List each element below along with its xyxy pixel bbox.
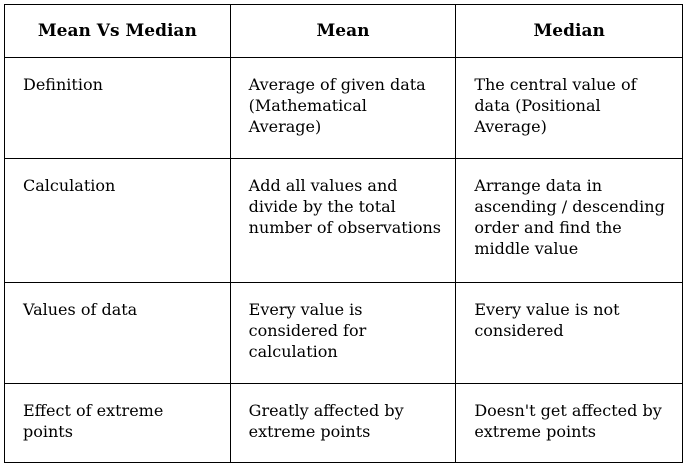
median-text: The central value of data (Positional Average) — [474, 75, 637, 136]
header-cell-median: Median — [456, 5, 683, 58]
mean-cell — [230, 283, 456, 384]
table-row — [5, 58, 683, 159]
comparison-table — [4, 4, 683, 463]
row-label-cell — [5, 384, 231, 463]
row-label-cell — [5, 58, 231, 159]
row-label: Definition — [23, 75, 103, 94]
median-text: Arrange data in ascending / descending order and find the middle value — [474, 176, 665, 258]
mean-text: Every value is considered for calculation — [248, 300, 367, 361]
mean-cell — [230, 159, 456, 283]
mean-text: Average of given data (Mathematical Average) — [248, 75, 426, 136]
median-cell — [456, 58, 683, 159]
row-label-cell — [5, 283, 231, 384]
table-row — [5, 283, 683, 384]
row-label: Calculation — [23, 176, 116, 195]
mean-text: Greatly affected by extreme points — [248, 401, 404, 441]
mean-text: Add all values and divide by the total number of observations — [248, 176, 441, 237]
median-cell — [456, 384, 683, 463]
median-cell — [456, 159, 683, 283]
mean-cell — [230, 58, 456, 159]
median-text: Every value is not considered — [474, 300, 620, 340]
table-row — [5, 159, 683, 283]
mean-cell — [230, 384, 456, 463]
header-cell-mean: Mean — [230, 5, 456, 58]
header-row — [5, 5, 683, 58]
header-cell-topic: Mean Vs Median — [5, 5, 231, 58]
table-row — [5, 384, 683, 463]
row-label: Effect of extreme points — [23, 401, 164, 441]
median-text: Doesn't get affected by extreme points — [474, 401, 662, 441]
row-label: Values of data — [23, 300, 138, 319]
row-label-cell — [5, 159, 231, 283]
median-cell — [456, 283, 683, 384]
